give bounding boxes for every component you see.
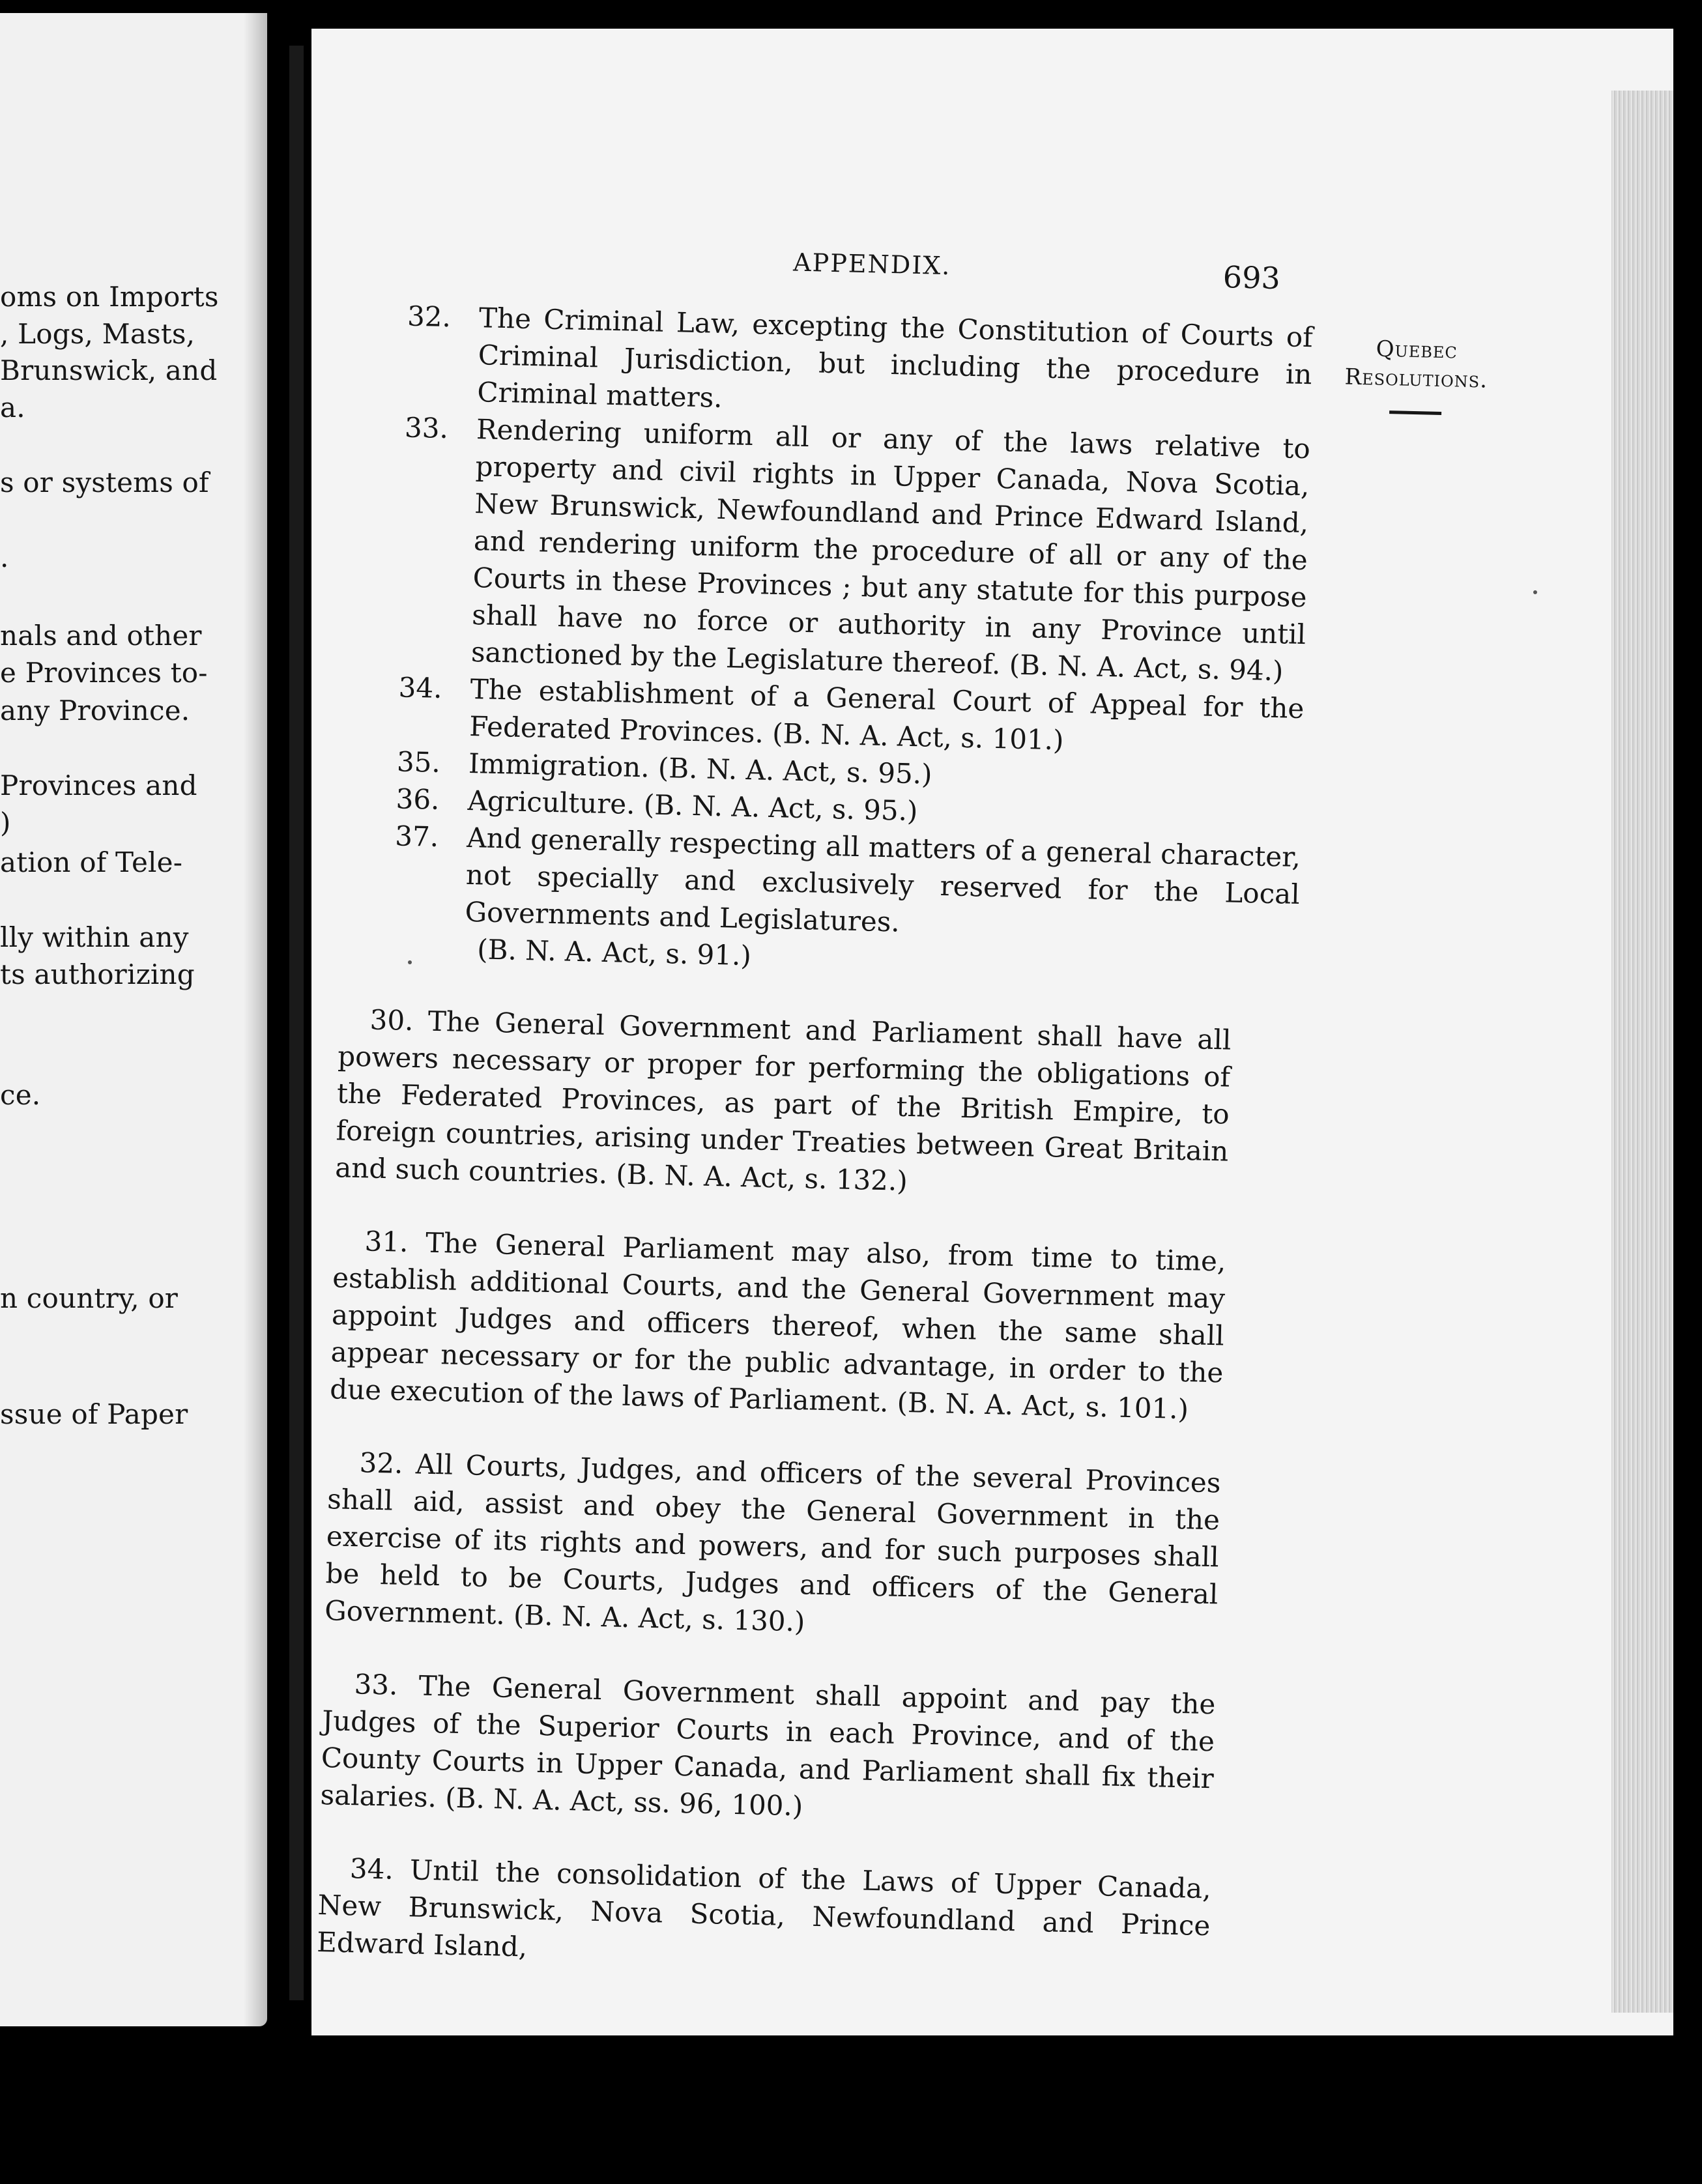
left-page-line: , Logs, Masts, <box>0 318 195 350</box>
left-page-line: nals and other <box>0 620 202 652</box>
list-item-text: Agriculture. (B. N. A. Act, s. 95.) <box>467 784 918 827</box>
list-item-number: 35. <box>396 745 441 779</box>
margin-note-line: Resolutions. <box>1344 364 1488 394</box>
left-page-line: lly within any <box>0 921 189 953</box>
list-item <box>392 409 1310 690</box>
page-edges <box>1611 91 1673 2013</box>
left-page-line: ) <box>0 807 11 839</box>
list-item-text: The Criminal Law, excepting the Constitution of Courts of Criminal Jurisdiction, but including the procedure in Criminal matters. <box>476 302 1314 414</box>
left-page-line: oms on Imports <box>0 281 219 313</box>
list-item-citation: (B. N. A. Act, s. 91.) <box>476 933 752 972</box>
right-page <box>311 29 1673 2035</box>
left-page-line: Provinces and <box>0 769 197 801</box>
paragraph: 33. The General Government shall appoint and pay the Judges of the Superior Courts in each Province, and of the County Courts in Upper Canada, and Parliament shall fix their salaries. (B. N. A. Act, ss. 96, 100.) <box>320 1668 1216 1822</box>
left-page-line: n country, or <box>0 1282 179 1314</box>
page-body <box>297 296 1607 1990</box>
list-item-text: Immigration. (B. N. A. Act, s. 95.) <box>468 747 933 790</box>
paragraph: 31. The General Parliament may also, from time to time, establish additional Courts, and the General Government may appoint Judges and officers thereof, when the same shall appear necessary or for the public advantage, in order to the due execution of the laws of Parliament. (B. N. A. Act, s. 101.) <box>329 1225 1226 1426</box>
list-item <box>386 817 1301 987</box>
list-item <box>399 297 1314 430</box>
margin-note-line: Quebec <box>1376 336 1458 364</box>
page-content <box>296 237 1608 2017</box>
left-page-line: ation of Tele- <box>0 846 183 878</box>
speck-mark <box>1533 590 1537 594</box>
left-page-line: s or systems of <box>0 467 209 498</box>
list-item-number: 34. <box>398 671 443 704</box>
paragraph: 34. Until the consolidation of the Laws of Upper Canada, New Brunswick, Nova Scotia, Newfoundland and Prince Edward Island, <box>316 1852 1212 1963</box>
book-gutter <box>289 46 304 2000</box>
spine-shadow <box>244 13 267 2026</box>
list-item-text: The establishment of a General Court of Appeal for the Federated Provinces. (B. N. A. Act, s. 101.) <box>469 672 1305 756</box>
speck-mark <box>408 960 412 964</box>
left-page-line: ts authorizing <box>0 958 195 990</box>
left-page-line: e Provinces to- <box>0 657 208 689</box>
list-item-number: 32. <box>407 300 452 334</box>
left-page-line: a. <box>0 392 25 424</box>
left-facing-page <box>0 13 267 2026</box>
margin-note <box>1331 334 1502 416</box>
list-item-number: 33. <box>404 411 449 445</box>
paragraph: 30. The General Government and Parliament shall have all powers necessary or proper for performing the obligations of the Federated Provinces, as part of the British Empire, to foreign countries, arising under Treaties between Great Britain and such countries. (B. N. A. Act, s. 132.) <box>334 1003 1232 1198</box>
list-item-number: 37. <box>394 820 439 853</box>
page-number: 693 <box>1222 259 1281 296</box>
left-page-line: Brunswick, and <box>0 354 218 386</box>
list-item-number: 36. <box>396 783 440 816</box>
list-item-text: And generally respecting all matters of a general character, not specially and exclusively reserved for the Local Governments and Legislatures. <box>465 821 1301 938</box>
left-page-line: any Province. <box>0 695 190 726</box>
left-page-line: . <box>0 541 9 573</box>
paragraph: 32. All Courts, Judges, and officers of the several Provinces shall aid, assist and obey the General Government in the exercise of its rights and powers, and for such purposes shall be held to be Courts, Judges and officers of the General Government. (B. N. A. Act, s. 130.) <box>324 1446 1221 1638</box>
left-page-line: ssue of Paper <box>0 1398 188 1430</box>
running-head: APPENDIX. <box>792 248 951 281</box>
left-page-line: ce. <box>0 1079 41 1111</box>
list-item-text: Rendering uniform all or any of the laws relative to property and civil rights in Upper Canada, Nova Scotia, New Brunswick, Newfoundland and Prince Edward Island, and rendering uniform the procedure of all or any of the Courts in these Provinces ; but any statute for this purpose shall have no force or authority in any Province until sanctioned by the Legislature thereof. (B. N. A. Act, s. 94.) <box>470 413 1311 687</box>
